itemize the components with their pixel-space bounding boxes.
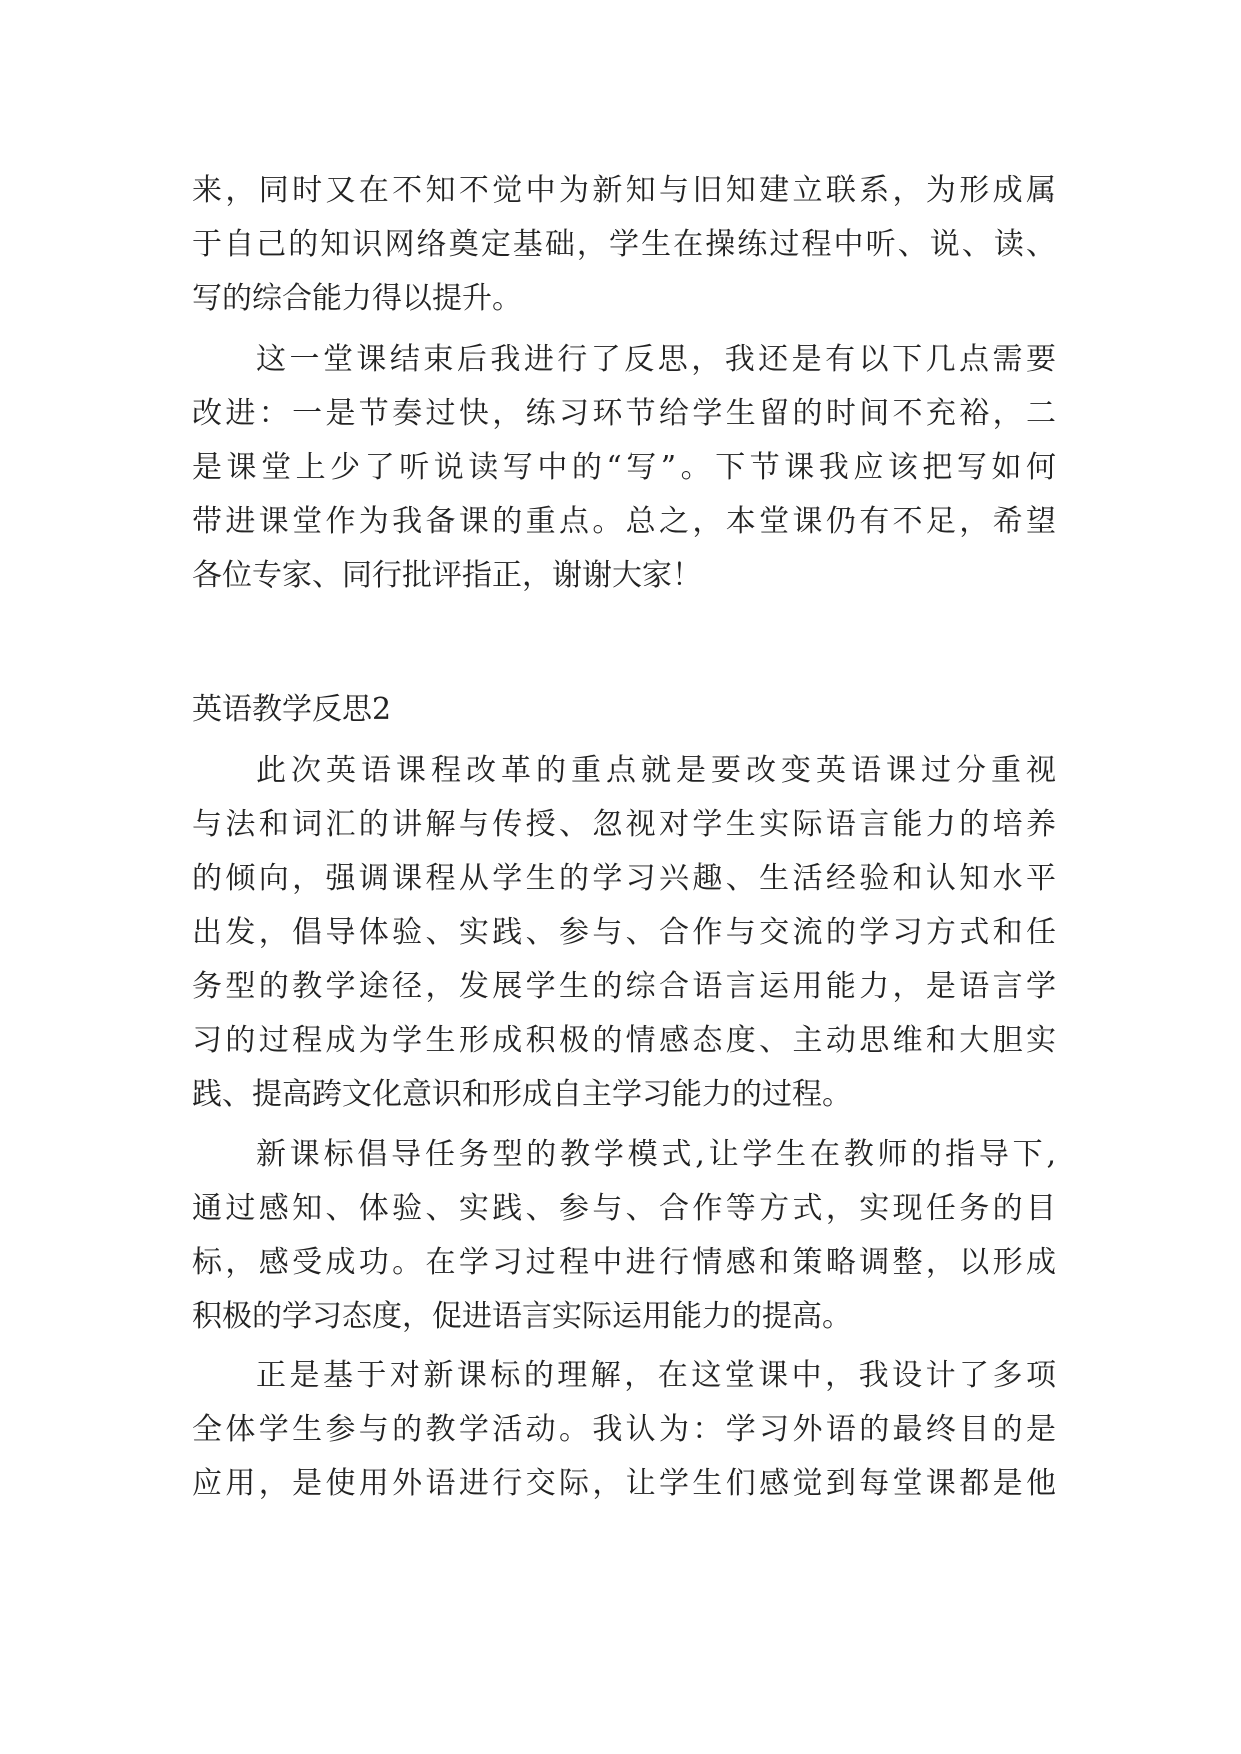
paragraph-line: 标，感受成功。在学习过程中进行情感和策略调整，以形成 [192,1245,1056,1280]
paragraph-line: 正是基于对新课标的理解，在这堂课中，我设计了多项 [256,1358,1056,1393]
paragraph-line: 来，同时又在不知不觉中为新知与旧知建立联系，为形成属 [192,173,1056,208]
paragraph-line: 写的综合能力得以提升。 [192,281,522,316]
paragraph-line: 新课标倡导任务型的教学模式,让学生在教师的指导下, [256,1137,1056,1172]
continued-paragraph [192,164,1056,326]
paragraph-line: 这一堂课结束后我进行了反思，我还是有以下几点需要 [256,342,1056,377]
paragraph-line: 的倾向，强调课程从学生的学习兴趣、生活经验和认知水平 [192,861,1056,896]
paragraph-line: 应用，是使用外语进行交际，让学生们感觉到每堂课都是他 [192,1466,1056,1501]
paragraph-1 [192,744,1056,1122]
paragraph-line: 于自己的知识网络奠定基础，学生在操练过程中听、说、读、 [192,227,1056,262]
paragraph-2 [192,1128,1056,1344]
paragraph-line: 务型的教学途径，发展学生的综合语言运用能力，是语言学 [192,969,1056,1004]
paragraph-line: 改进：一是节奏过快，练习环节给学生留的时间不充裕，二 [192,396,1056,431]
paragraph-line: 通过感知、体验、实践、参与、合作等方式，实现任务的目 [192,1191,1056,1226]
paragraph-line: 与法和词汇的讲解与传授、忽视对学生实际语言能力的培养 [192,807,1056,842]
reflection-paragraph [192,333,1056,603]
paragraph-line: 各位专家、同行批评指正，谢谢大家！ [192,558,702,593]
paragraph-line: 全体学生参与的教学活动。我认为：学习外语的最终目的是 [192,1412,1056,1447]
paragraph-line: 出发，倡导体验、实践、参与、合作与交流的学习方式和任 [192,915,1056,950]
paragraph-line: 是课堂上少了听说读写中的“写”。下节课我应该把写如何 [192,450,1056,485]
paragraph-line: 践、提高跨文化意识和形成自主学习能力的过程。 [192,1077,852,1112]
paragraph-line: 带进课堂作为我备课的重点。总之，本堂课仍有不足，希望 [192,504,1056,539]
paragraph-3 [192,1349,1056,1511]
paragraph-line: 积极的学习态度，促进语言实际运用能力的提高。 [192,1299,852,1334]
paragraph-line: 习的过程成为学生形成积极的情感态度、主动思维和大胆实 [192,1023,1056,1058]
paragraph-line: 此次英语课程改革的重点就是要改变英语课过分重视 [256,753,1056,788]
section-title: 英语教学反思2 [192,692,392,727]
